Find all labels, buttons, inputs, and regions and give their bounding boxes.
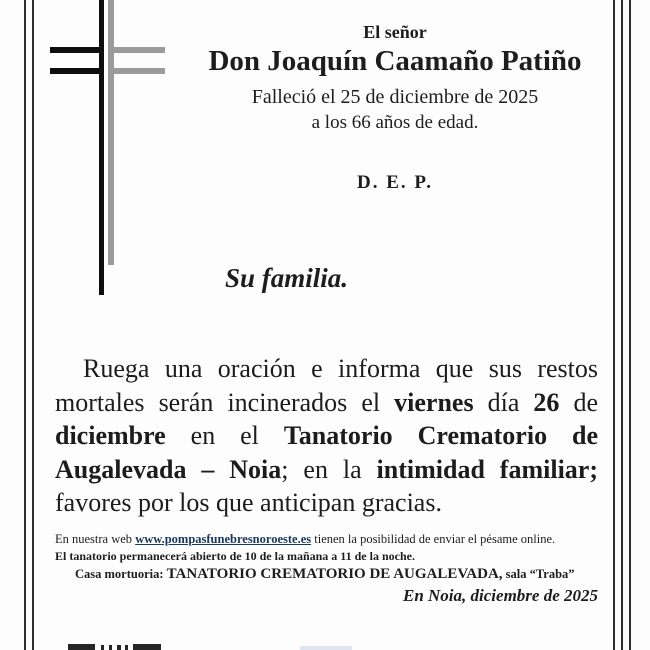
- cross-black-arm-lower: [50, 68, 104, 74]
- death-date-line: Falleció el 25 de diciembre de 2025: [251, 86, 539, 109]
- cross-black-arm-upper: [50, 47, 99, 53]
- logo-fragment-stroke: [109, 645, 112, 650]
- cross-gray-arm-lower: [114, 68, 165, 74]
- announcement-privacy: intimidad familiar;: [376, 454, 598, 484]
- announcement-month: diciembre: [55, 421, 166, 450]
- dep-abbreviation: D. E. P.: [356, 172, 433, 193]
- announcement-mid1: día: [473, 387, 534, 417]
- cross-gray-vertical: [108, 0, 114, 265]
- announcement-outro: favores por los que anticipan gracias.: [55, 488, 442, 517]
- condolences-website-link[interactable]: www.pompasfunebresnoroeste.es: [135, 532, 312, 546]
- mortuary-room: sala “Traba”: [502, 567, 575, 581]
- cross-icon: [0, 0, 180, 300]
- family-signature: Su familia.: [225, 263, 349, 293]
- right-border-rule-middle: [621, 0, 623, 650]
- deceased-name: Don Joaquín Caamaño Patiño: [208, 45, 582, 77]
- logo-fragment-stroke: [117, 645, 121, 650]
- funeral-home-logo-fragment: [0, 642, 650, 650]
- salutation: El señor: [363, 22, 427, 42]
- header-block: [175, 22, 615, 134]
- cross-black-vertical: [99, 0, 104, 295]
- right-border-rule-outer: [629, 0, 631, 650]
- logo-fragment-bar-right: [133, 644, 161, 650]
- logo-fragment-blue-mark: [300, 646, 352, 650]
- footer-block: [55, 531, 598, 606]
- announcement-mid2: de: [559, 387, 598, 417]
- announcement-mid4: ; en la: [281, 454, 377, 484]
- announcement-mid3: en el: [165, 421, 284, 450]
- announcement-weekday: viernes: [394, 387, 474, 417]
- announcement-intro: Ruega una oración e informa que sus restos mortales serán incinerados el: [55, 354, 598, 417]
- mortuary-venue: TANATORIO CREMATORIO DE AUGALEVADA,: [166, 566, 503, 582]
- mortuary-label: Casa mortuoria:: [75, 567, 167, 581]
- opening-hours-line: El tanatorio permanecerá abierto de 10 de la mañana a 11 de la noche.: [55, 549, 415, 563]
- web-line-prefix: En nuestra web: [55, 532, 136, 546]
- place-and-date-line: En Noia, diciembre de 2025: [402, 586, 598, 605]
- logo-fragment-stroke: [101, 645, 104, 650]
- logo-fragment-bar-left: [68, 644, 95, 650]
- announcement-paragraph: [55, 352, 598, 520]
- announcement-day-number: 26: [533, 387, 560, 417]
- logo-fragment-stroke: [125, 645, 128, 650]
- web-line-suffix: tienen la posibilidad de enviar el pésame online.: [311, 532, 556, 546]
- age-line: a los 66 años de edad.: [311, 112, 479, 134]
- mortuary-line: [55, 565, 598, 584]
- cross-gray-arm-upper: [108, 47, 165, 53]
- announcement-venue: Tanatorio Crematorio de Augalevada – Noia: [55, 421, 598, 484]
- online-condolences-line: [55, 531, 598, 548]
